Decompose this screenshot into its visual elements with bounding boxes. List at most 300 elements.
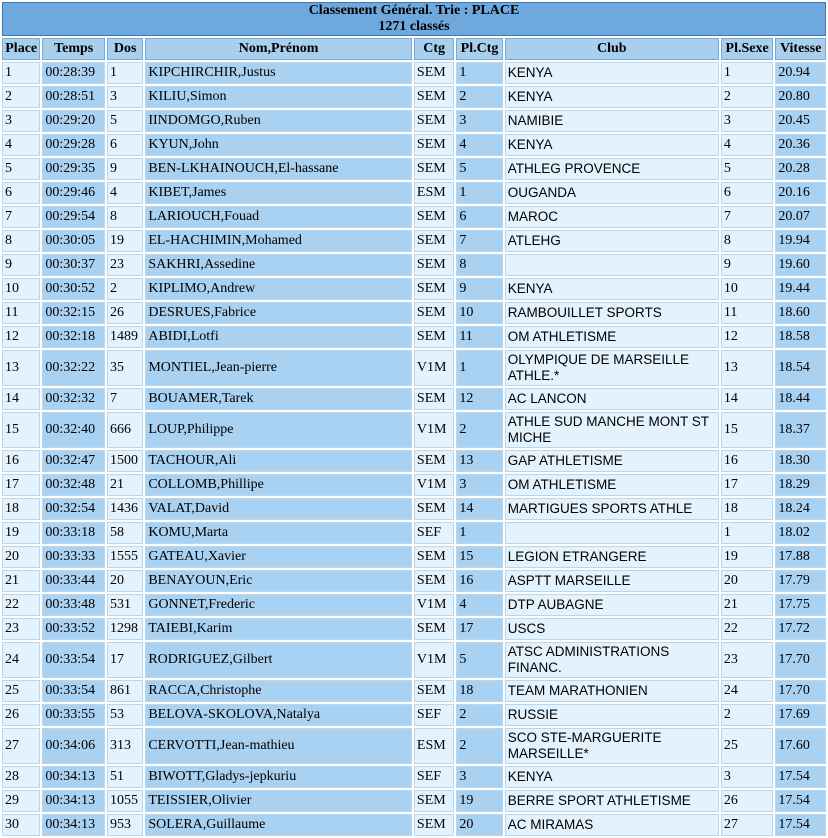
plctg-cell: 1 bbox=[456, 350, 502, 386]
dos-cell: 1 bbox=[107, 62, 143, 84]
place-cell: 27 bbox=[2, 728, 40, 764]
club-cell: AC MIRAMAS bbox=[505, 814, 719, 836]
ctg-cell: SEM bbox=[414, 790, 454, 812]
vitesse-cell: 18.58 bbox=[775, 326, 826, 348]
plctg-cell: 17 bbox=[456, 618, 502, 640]
plctg-cell: 6 bbox=[456, 206, 502, 228]
plsexe-cell: 7 bbox=[721, 206, 774, 228]
col-header-nom: Nom,Prénom bbox=[145, 38, 412, 60]
plctg-cell: 5 bbox=[456, 158, 502, 180]
name-cell: BIWOTT,Gladys-jepkuriu bbox=[145, 766, 412, 788]
dos-cell: 9 bbox=[107, 158, 143, 180]
temps-cell: 00:33:55 bbox=[42, 704, 105, 726]
dos-cell: 7 bbox=[107, 388, 143, 410]
temps-cell: 00:33:48 bbox=[42, 594, 105, 616]
col-header-ctg: Ctg bbox=[414, 38, 454, 60]
temps-cell: 00:28:39 bbox=[42, 62, 105, 84]
vitesse-cell: 20.07 bbox=[775, 206, 826, 228]
plsexe-cell: 18 bbox=[721, 498, 774, 520]
plctg-cell: 11 bbox=[456, 326, 502, 348]
plctg-cell: 19 bbox=[456, 790, 502, 812]
club-cell: TEAM MARATHONIEN bbox=[505, 680, 719, 702]
plsexe-cell: 20 bbox=[721, 570, 774, 592]
club-cell bbox=[505, 522, 719, 544]
name-cell: SAKHRI,Assedine bbox=[145, 254, 412, 276]
temps-cell: 00:28:51 bbox=[42, 86, 105, 108]
name-cell: TACHOUR,Ali bbox=[145, 450, 412, 472]
place-cell: 17 bbox=[2, 474, 40, 496]
plsexe-cell: 11 bbox=[721, 302, 774, 324]
vitesse-cell: 20.45 bbox=[775, 110, 826, 132]
dos-cell: 1500 bbox=[107, 450, 143, 472]
vitesse-cell: 17.88 bbox=[775, 546, 826, 568]
name-cell: BELOVA-SKOLOVA,Natalya bbox=[145, 704, 412, 726]
dos-cell: 1298 bbox=[107, 618, 143, 640]
place-cell: 24 bbox=[2, 642, 40, 678]
table-row bbox=[2, 728, 826, 764]
vitesse-cell: 18.30 bbox=[775, 450, 826, 472]
place-cell: 15 bbox=[2, 412, 40, 448]
place-cell: 6 bbox=[2, 182, 40, 204]
club-cell: ATLEHG bbox=[505, 230, 719, 252]
club-cell: RUSSIE bbox=[505, 704, 719, 726]
plctg-cell: 7 bbox=[456, 230, 502, 252]
ctg-cell: ESM bbox=[414, 728, 454, 764]
table-row bbox=[2, 450, 826, 472]
name-cell: COLLOMB,Phillipe bbox=[145, 474, 412, 496]
place-cell: 7 bbox=[2, 206, 40, 228]
dos-cell: 313 bbox=[107, 728, 143, 764]
name-cell: VALAT,David bbox=[145, 498, 412, 520]
plsexe-cell: 22 bbox=[721, 618, 774, 640]
vitesse-cell: 17.75 bbox=[775, 594, 826, 616]
club-cell: OM ATHLETISME bbox=[505, 474, 719, 496]
plsexe-cell: 10 bbox=[721, 278, 774, 300]
col-header-club: Club bbox=[505, 38, 719, 60]
ctg-cell: SEM bbox=[414, 254, 454, 276]
plsexe-cell: 9 bbox=[721, 254, 774, 276]
plsexe-cell: 6 bbox=[721, 182, 774, 204]
temps-cell: 00:30:05 bbox=[42, 230, 105, 252]
plsexe-cell: 2 bbox=[721, 86, 774, 108]
name-cell: BENAYOUN,Eric bbox=[145, 570, 412, 592]
ctg-cell: SEF bbox=[414, 522, 454, 544]
temps-cell: 00:33:33 bbox=[42, 546, 105, 568]
club-cell: ASPTT MARSEILLE bbox=[505, 570, 719, 592]
table-row bbox=[2, 642, 826, 678]
ctg-cell: SEM bbox=[414, 110, 454, 132]
plctg-cell: 8 bbox=[456, 254, 502, 276]
plsexe-cell: 17 bbox=[721, 474, 774, 496]
table-row bbox=[2, 110, 826, 132]
plsexe-cell: 23 bbox=[721, 642, 774, 678]
plctg-cell: 2 bbox=[456, 86, 502, 108]
temps-cell: 00:32:18 bbox=[42, 326, 105, 348]
table-row bbox=[2, 474, 826, 496]
table-row bbox=[2, 498, 826, 520]
club-cell: LEGION ETRANGERE bbox=[505, 546, 719, 568]
club-cell: KENYA bbox=[505, 134, 719, 156]
temps-cell: 00:34:13 bbox=[42, 790, 105, 812]
dos-cell: 5 bbox=[107, 110, 143, 132]
plctg-cell: 15 bbox=[456, 546, 502, 568]
name-cell: CERVOTTI,Jean-mathieu bbox=[145, 728, 412, 764]
place-cell: 29 bbox=[2, 790, 40, 812]
classified-count: 1271 classés bbox=[378, 19, 450, 34]
temps-cell: 00:33:44 bbox=[42, 570, 105, 592]
plctg-cell: 1 bbox=[456, 62, 502, 84]
vitesse-cell: 17.54 bbox=[775, 766, 826, 788]
plctg-cell: 14 bbox=[456, 498, 502, 520]
temps-cell: 00:32:54 bbox=[42, 498, 105, 520]
vitesse-cell: 18.44 bbox=[775, 388, 826, 410]
plctg-cell: 9 bbox=[456, 278, 502, 300]
name-cell: GATEAU,Xavier bbox=[145, 546, 412, 568]
vitesse-cell: 17.79 bbox=[775, 570, 826, 592]
ctg-cell: SEM bbox=[414, 278, 454, 300]
name-cell: RODRIGUEZ,Gilbert bbox=[145, 642, 412, 678]
name-cell: LARIOUCH,Fouad bbox=[145, 206, 412, 228]
name-cell: KYUN,John bbox=[145, 134, 412, 156]
results-body bbox=[2, 62, 826, 836]
ctg-cell: SEM bbox=[414, 618, 454, 640]
plsexe-cell: 3 bbox=[721, 766, 774, 788]
plctg-cell: 10 bbox=[456, 302, 502, 324]
club-cell: RAMBOUILLET SPORTS bbox=[505, 302, 719, 324]
place-cell: 5 bbox=[2, 158, 40, 180]
col-header-vitesse: Vitesse bbox=[775, 38, 826, 60]
table-row bbox=[2, 206, 826, 228]
name-cell: KIBET,James bbox=[145, 182, 412, 204]
place-cell: 30 bbox=[2, 814, 40, 836]
club-cell: DTP AUBAGNE bbox=[505, 594, 719, 616]
ctg-cell: SEF bbox=[414, 704, 454, 726]
ctg-cell: V1M bbox=[414, 474, 454, 496]
club-cell: KENYA bbox=[505, 278, 719, 300]
ctg-cell: SEM bbox=[414, 814, 454, 836]
table-row bbox=[2, 302, 826, 324]
temps-cell: 00:32:48 bbox=[42, 474, 105, 496]
vitesse-cell: 20.80 bbox=[775, 86, 826, 108]
plsexe-cell: 1 bbox=[721, 522, 774, 544]
name-cell: ABIDI,Lotfi bbox=[145, 326, 412, 348]
place-cell: 13 bbox=[2, 350, 40, 386]
ctg-cell: SEM bbox=[414, 498, 454, 520]
place-cell: 21 bbox=[2, 570, 40, 592]
temps-cell: 00:32:22 bbox=[42, 350, 105, 386]
temps-cell: 00:33:18 bbox=[42, 522, 105, 544]
dos-cell: 3 bbox=[107, 86, 143, 108]
place-cell: 2 bbox=[2, 86, 40, 108]
col-header-plctg: Pl.Ctg bbox=[456, 38, 502, 60]
ctg-cell: SEM bbox=[414, 570, 454, 592]
club-cell: GAP ATHLETISME bbox=[505, 450, 719, 472]
plctg-cell: 5 bbox=[456, 642, 502, 678]
ctg-cell: SEM bbox=[414, 450, 454, 472]
ctg-cell: SEM bbox=[414, 388, 454, 410]
table-row bbox=[2, 570, 826, 592]
plsexe-cell: 2 bbox=[721, 704, 774, 726]
plctg-cell: 4 bbox=[456, 594, 502, 616]
table-row bbox=[2, 618, 826, 640]
temps-cell: 00:30:37 bbox=[42, 254, 105, 276]
table-row bbox=[2, 158, 826, 180]
vitesse-cell: 19.44 bbox=[775, 278, 826, 300]
name-cell: GONNET,Frederic bbox=[145, 594, 412, 616]
plsexe-cell: 3 bbox=[721, 110, 774, 132]
place-cell: 3 bbox=[2, 110, 40, 132]
dos-cell: 58 bbox=[107, 522, 143, 544]
temps-cell: 00:33:54 bbox=[42, 680, 105, 702]
plctg-cell: 20 bbox=[456, 814, 502, 836]
place-cell: 25 bbox=[2, 680, 40, 702]
temps-cell: 00:32:47 bbox=[42, 450, 105, 472]
ctg-cell: SEM bbox=[414, 62, 454, 84]
club-cell: AC LANCON bbox=[505, 388, 719, 410]
vitesse-cell: 20.16 bbox=[775, 182, 826, 204]
name-cell: KIPLIMO,Andrew bbox=[145, 278, 412, 300]
place-cell: 16 bbox=[2, 450, 40, 472]
table-title bbox=[2, 2, 826, 36]
plctg-cell: 2 bbox=[456, 704, 502, 726]
dos-cell: 19 bbox=[107, 230, 143, 252]
dos-cell: 531 bbox=[107, 594, 143, 616]
plsexe-cell: 27 bbox=[721, 814, 774, 836]
temps-cell: 00:29:28 bbox=[42, 134, 105, 156]
vitesse-cell: 18.02 bbox=[775, 522, 826, 544]
plsexe-cell: 24 bbox=[721, 680, 774, 702]
vitesse-cell: 17.70 bbox=[775, 642, 826, 678]
table-row bbox=[2, 790, 826, 812]
col-header-dos: Dos bbox=[107, 38, 143, 60]
club-cell: MARTIGUES SPORTS ATHLE bbox=[505, 498, 719, 520]
table-row bbox=[2, 182, 826, 204]
plctg-cell: 1 bbox=[456, 522, 502, 544]
table-row bbox=[2, 350, 826, 386]
plsexe-cell: 19 bbox=[721, 546, 774, 568]
place-cell: 4 bbox=[2, 134, 40, 156]
table-row bbox=[2, 134, 826, 156]
table-row bbox=[2, 254, 826, 276]
ctg-cell: SEM bbox=[414, 134, 454, 156]
name-cell: BEN-LKHAINOUCH,El-hassane bbox=[145, 158, 412, 180]
ctg-cell: V1M bbox=[414, 594, 454, 616]
club-cell: MAROC bbox=[505, 206, 719, 228]
place-cell: 22 bbox=[2, 594, 40, 616]
table-row bbox=[2, 62, 826, 84]
dos-cell: 20 bbox=[107, 570, 143, 592]
name-cell: TEISSIER,Olivier bbox=[145, 790, 412, 812]
vitesse-cell: 20.94 bbox=[775, 62, 826, 84]
plctg-cell: 1 bbox=[456, 182, 502, 204]
name-cell: KIPCHIRCHIR,Justus bbox=[145, 62, 412, 84]
vitesse-cell: 19.60 bbox=[775, 254, 826, 276]
club-cell: NAMIBIE bbox=[505, 110, 719, 132]
temps-cell: 00:32:40 bbox=[42, 412, 105, 448]
temps-cell: 00:29:54 bbox=[42, 206, 105, 228]
vitesse-cell: 18.60 bbox=[775, 302, 826, 324]
dos-cell: 51 bbox=[107, 766, 143, 788]
ctg-cell: SEM bbox=[414, 230, 454, 252]
dos-cell: 17 bbox=[107, 642, 143, 678]
col-header-place: Place bbox=[2, 38, 40, 60]
temps-cell: 00:33:52 bbox=[42, 618, 105, 640]
table-row bbox=[2, 766, 826, 788]
dos-cell: 666 bbox=[107, 412, 143, 448]
place-cell: 20 bbox=[2, 546, 40, 568]
plctg-cell: 4 bbox=[456, 134, 502, 156]
dos-cell: 1555 bbox=[107, 546, 143, 568]
table-row bbox=[2, 704, 826, 726]
name-cell: TAIEBI,Karim bbox=[145, 618, 412, 640]
dos-cell: 4 bbox=[107, 182, 143, 204]
place-cell: 23 bbox=[2, 618, 40, 640]
dos-cell: 35 bbox=[107, 350, 143, 386]
club-cell: USCS bbox=[505, 618, 719, 640]
dos-cell: 861 bbox=[107, 680, 143, 702]
club-cell: ATHLE SUD MANCHE MONT ST MICHE bbox=[505, 412, 719, 448]
club-cell: KENYA bbox=[505, 766, 719, 788]
plsexe-cell: 8 bbox=[721, 230, 774, 252]
name-cell: RACCA,Christophe bbox=[145, 680, 412, 702]
place-cell: 10 bbox=[2, 278, 40, 300]
ctg-cell: SEM bbox=[414, 158, 454, 180]
vitesse-cell: 17.72 bbox=[775, 618, 826, 640]
dos-cell: 21 bbox=[107, 474, 143, 496]
name-cell: BOUAMER,Tarek bbox=[145, 388, 412, 410]
plsexe-cell: 25 bbox=[721, 728, 774, 764]
ctg-cell: V1M bbox=[414, 642, 454, 678]
plctg-cell: 3 bbox=[456, 110, 502, 132]
name-cell: MONTIEL,Jean-pierre bbox=[145, 350, 412, 386]
dos-cell: 1436 bbox=[107, 498, 143, 520]
table-row bbox=[2, 522, 826, 544]
table-row bbox=[2, 814, 826, 836]
plsexe-cell: 13 bbox=[721, 350, 774, 386]
plctg-cell: 2 bbox=[456, 728, 502, 764]
plsexe-cell: 1 bbox=[721, 62, 774, 84]
plctg-cell: 16 bbox=[456, 570, 502, 592]
vitesse-cell: 18.24 bbox=[775, 498, 826, 520]
temps-cell: 00:32:32 bbox=[42, 388, 105, 410]
dos-cell: 1055 bbox=[107, 790, 143, 812]
name-cell: KOMU,Marta bbox=[145, 522, 412, 544]
name-cell: LOUP,Philippe bbox=[145, 412, 412, 448]
col-header-temps: Temps bbox=[42, 38, 105, 60]
club-cell bbox=[505, 254, 719, 276]
table-row bbox=[2, 546, 826, 568]
place-cell: 28 bbox=[2, 766, 40, 788]
dos-cell: 53 bbox=[107, 704, 143, 726]
plctg-cell: 12 bbox=[456, 388, 502, 410]
page-title: Classement Général. Trie : PLACE bbox=[308, 3, 520, 18]
name-cell: DESRUES,Fabrice bbox=[145, 302, 412, 324]
temps-cell: 00:30:52 bbox=[42, 278, 105, 300]
club-cell: OLYMPIQUE DE MARSEILLE ATHLE.* bbox=[505, 350, 719, 386]
vitesse-cell: 19.94 bbox=[775, 230, 826, 252]
club-cell: ATSC ADMINISTRATIONS FINANC. bbox=[505, 642, 719, 678]
place-cell: 18 bbox=[2, 498, 40, 520]
plctg-cell: 3 bbox=[456, 766, 502, 788]
dos-cell: 953 bbox=[107, 814, 143, 836]
table-row bbox=[2, 388, 826, 410]
ctg-cell: SEM bbox=[414, 326, 454, 348]
plsexe-cell: 26 bbox=[721, 790, 774, 812]
dos-cell: 26 bbox=[107, 302, 143, 324]
vitesse-cell: 17.69 bbox=[775, 704, 826, 726]
plsexe-cell: 12 bbox=[721, 326, 774, 348]
name-cell: KILIU,Simon bbox=[145, 86, 412, 108]
club-cell: SCO STE-MARGUERITE MARSEILLE* bbox=[505, 728, 719, 764]
club-cell: KENYA bbox=[505, 86, 719, 108]
vitesse-cell: 18.37 bbox=[775, 412, 826, 448]
ctg-cell: V1M bbox=[414, 350, 454, 386]
club-cell: BERRE SPORT ATHLETISME bbox=[505, 790, 719, 812]
ctg-cell: SEM bbox=[414, 680, 454, 702]
place-cell: 12 bbox=[2, 326, 40, 348]
dos-cell: 8 bbox=[107, 206, 143, 228]
club-cell: KENYA bbox=[505, 62, 719, 84]
dos-cell: 2 bbox=[107, 278, 143, 300]
table-row bbox=[2, 594, 826, 616]
temps-cell: 00:34:13 bbox=[42, 766, 105, 788]
vitesse-cell: 17.70 bbox=[775, 680, 826, 702]
dos-cell: 6 bbox=[107, 134, 143, 156]
place-cell: 26 bbox=[2, 704, 40, 726]
table-row bbox=[2, 230, 826, 252]
plsexe-cell: 16 bbox=[721, 450, 774, 472]
ctg-cell: V1M bbox=[414, 412, 454, 448]
table-row bbox=[2, 412, 826, 448]
temps-cell: 00:34:06 bbox=[42, 728, 105, 764]
plsexe-cell: 4 bbox=[721, 134, 774, 156]
club-cell: OUGANDA bbox=[505, 182, 719, 204]
temps-cell: 00:29:20 bbox=[42, 110, 105, 132]
place-cell: 8 bbox=[2, 230, 40, 252]
ctg-cell: SEM bbox=[414, 546, 454, 568]
dos-cell: 23 bbox=[107, 254, 143, 276]
plctg-cell: 18 bbox=[456, 680, 502, 702]
vitesse-cell: 17.54 bbox=[775, 790, 826, 812]
place-cell: 11 bbox=[2, 302, 40, 324]
table-row bbox=[2, 86, 826, 108]
plctg-cell: 13 bbox=[456, 450, 502, 472]
header-row bbox=[2, 38, 826, 60]
temps-cell: 00:33:54 bbox=[42, 642, 105, 678]
temps-cell: 00:29:35 bbox=[42, 158, 105, 180]
ctg-cell: SEF bbox=[414, 766, 454, 788]
club-cell: OM ATHLETISME bbox=[505, 326, 719, 348]
plsexe-cell: 21 bbox=[721, 594, 774, 616]
ctg-cell: SEM bbox=[414, 86, 454, 108]
place-cell: 9 bbox=[2, 254, 40, 276]
table-row bbox=[2, 278, 826, 300]
place-cell: 19 bbox=[2, 522, 40, 544]
name-cell: EL-HACHIMIN,Mohamed bbox=[145, 230, 412, 252]
ctg-cell: SEM bbox=[414, 206, 454, 228]
vitesse-cell: 17.54 bbox=[775, 814, 826, 836]
vitesse-cell: 17.60 bbox=[775, 728, 826, 764]
plsexe-cell: 5 bbox=[721, 158, 774, 180]
vitesse-cell: 18.54 bbox=[775, 350, 826, 386]
place-cell: 14 bbox=[2, 388, 40, 410]
vitesse-cell: 18.29 bbox=[775, 474, 826, 496]
name-cell: IINDOMGO,Ruben bbox=[145, 110, 412, 132]
name-cell: SOLERA,Guillaume bbox=[145, 814, 412, 836]
place-cell: 1 bbox=[2, 62, 40, 84]
table-row bbox=[2, 326, 826, 348]
temps-cell: 00:32:15 bbox=[42, 302, 105, 324]
